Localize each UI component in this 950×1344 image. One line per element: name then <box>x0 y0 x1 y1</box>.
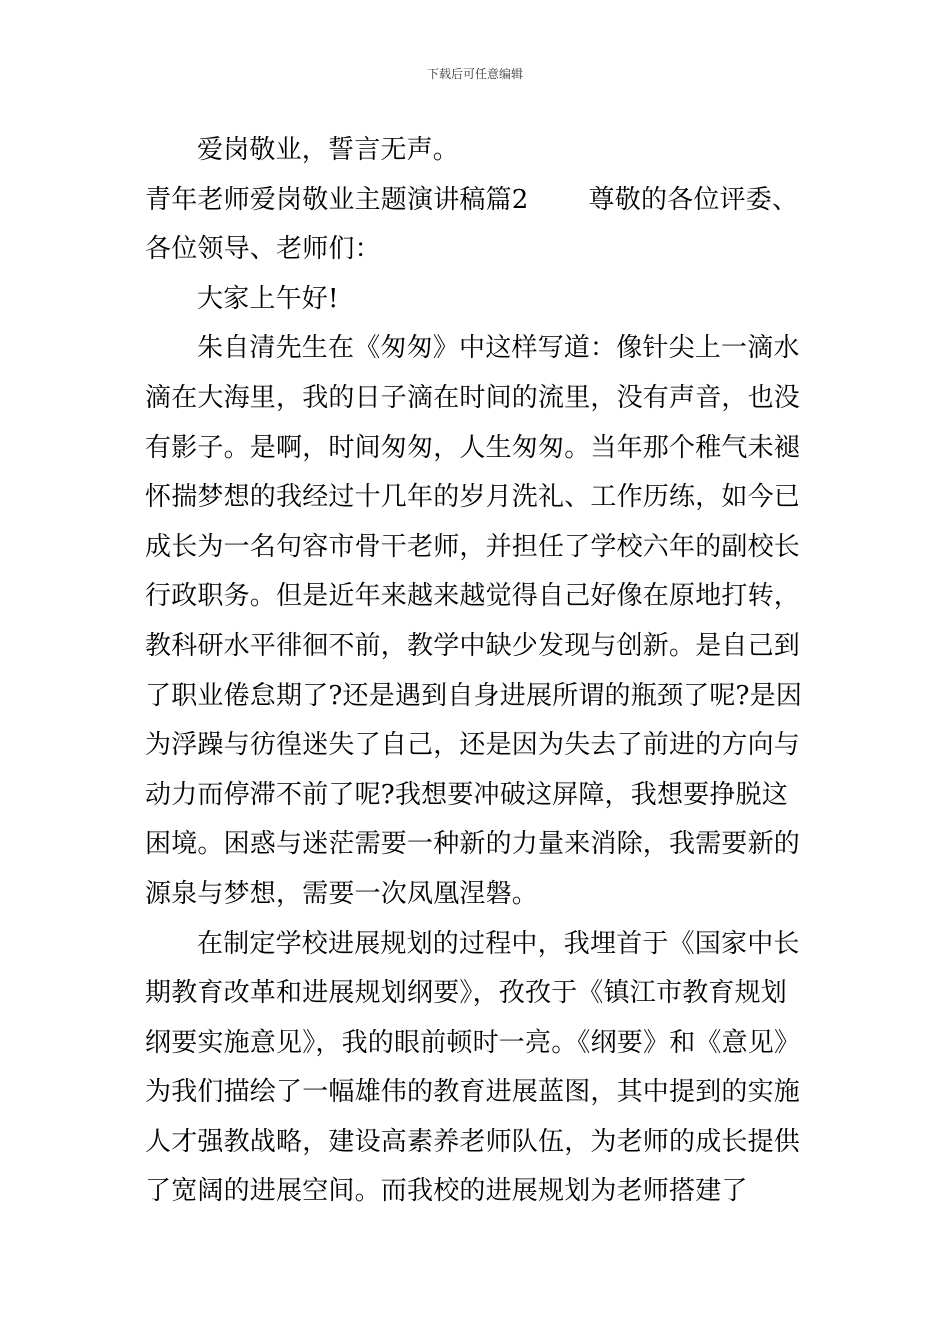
paragraph-closing-line: 爱岗敬业，誓言无声。 <box>197 135 460 165</box>
paragraph-greeting: 大家上午好! <box>197 283 339 314</box>
speech-title: 青年老师爱岗敬业主题演讲稿篇2 <box>145 184 529 215</box>
page-header: 下载后可任意编辑 <box>426 67 523 81</box>
salutation: 尊敬的各位评委、各位领导、老师们： <box>145 184 799 265</box>
paragraph-body-2: 在制定学校进展规划的过程中，我埋首于《国家中长期教育改革和进展规划纲要》，孜孜于《镇江市教育规划纲要实施意见》，我的眼前顿时一亮。《纲要》和《意见》为我们描绘了一幅雄伟的教育进展蓝图，其中提到的实施人才强教战略，建设高素养老师队伍，为老师的成长提供了宽阔的进展空间。而我校的进展规划为老师搭建了 <box>145 928 801 1207</box>
document-body <box>145 126 807 1217</box>
paragraph-body-1: 朱自清先生在《匆匆》中这样写道：像针尖上一滴水滴在大海里，我的日子滴在时间的流里，没有声音，也没有影子。是啊，时间匆匆，人生匆匆。当年那个稚气未褪怀揣梦想的我经过十几年的岁月洗礼、工作历练，如今已成长为一名句容市骨干老师，并担任了学校六年的副校长行政职务。但是近年来越来越觉得自己好像在原地打转，教科研水平徘徊不前，教学中缺少发现与创新。是自己到了职业倦怠期了?还是遇到自身进展所谓的瓶颈了呢?是因为浮躁与彷徨迷失了自己，还是因为失去了前进的方向与动力而停滞不前了呢?我想要冲破这屏障，我想要挣脱这困境。困惑与迷茫需要一种新的力量来消除，我需要新的源泉与梦想，需要一次凤凰涅磐。 <box>145 333 803 909</box>
speech-title-line <box>145 176 807 275</box>
